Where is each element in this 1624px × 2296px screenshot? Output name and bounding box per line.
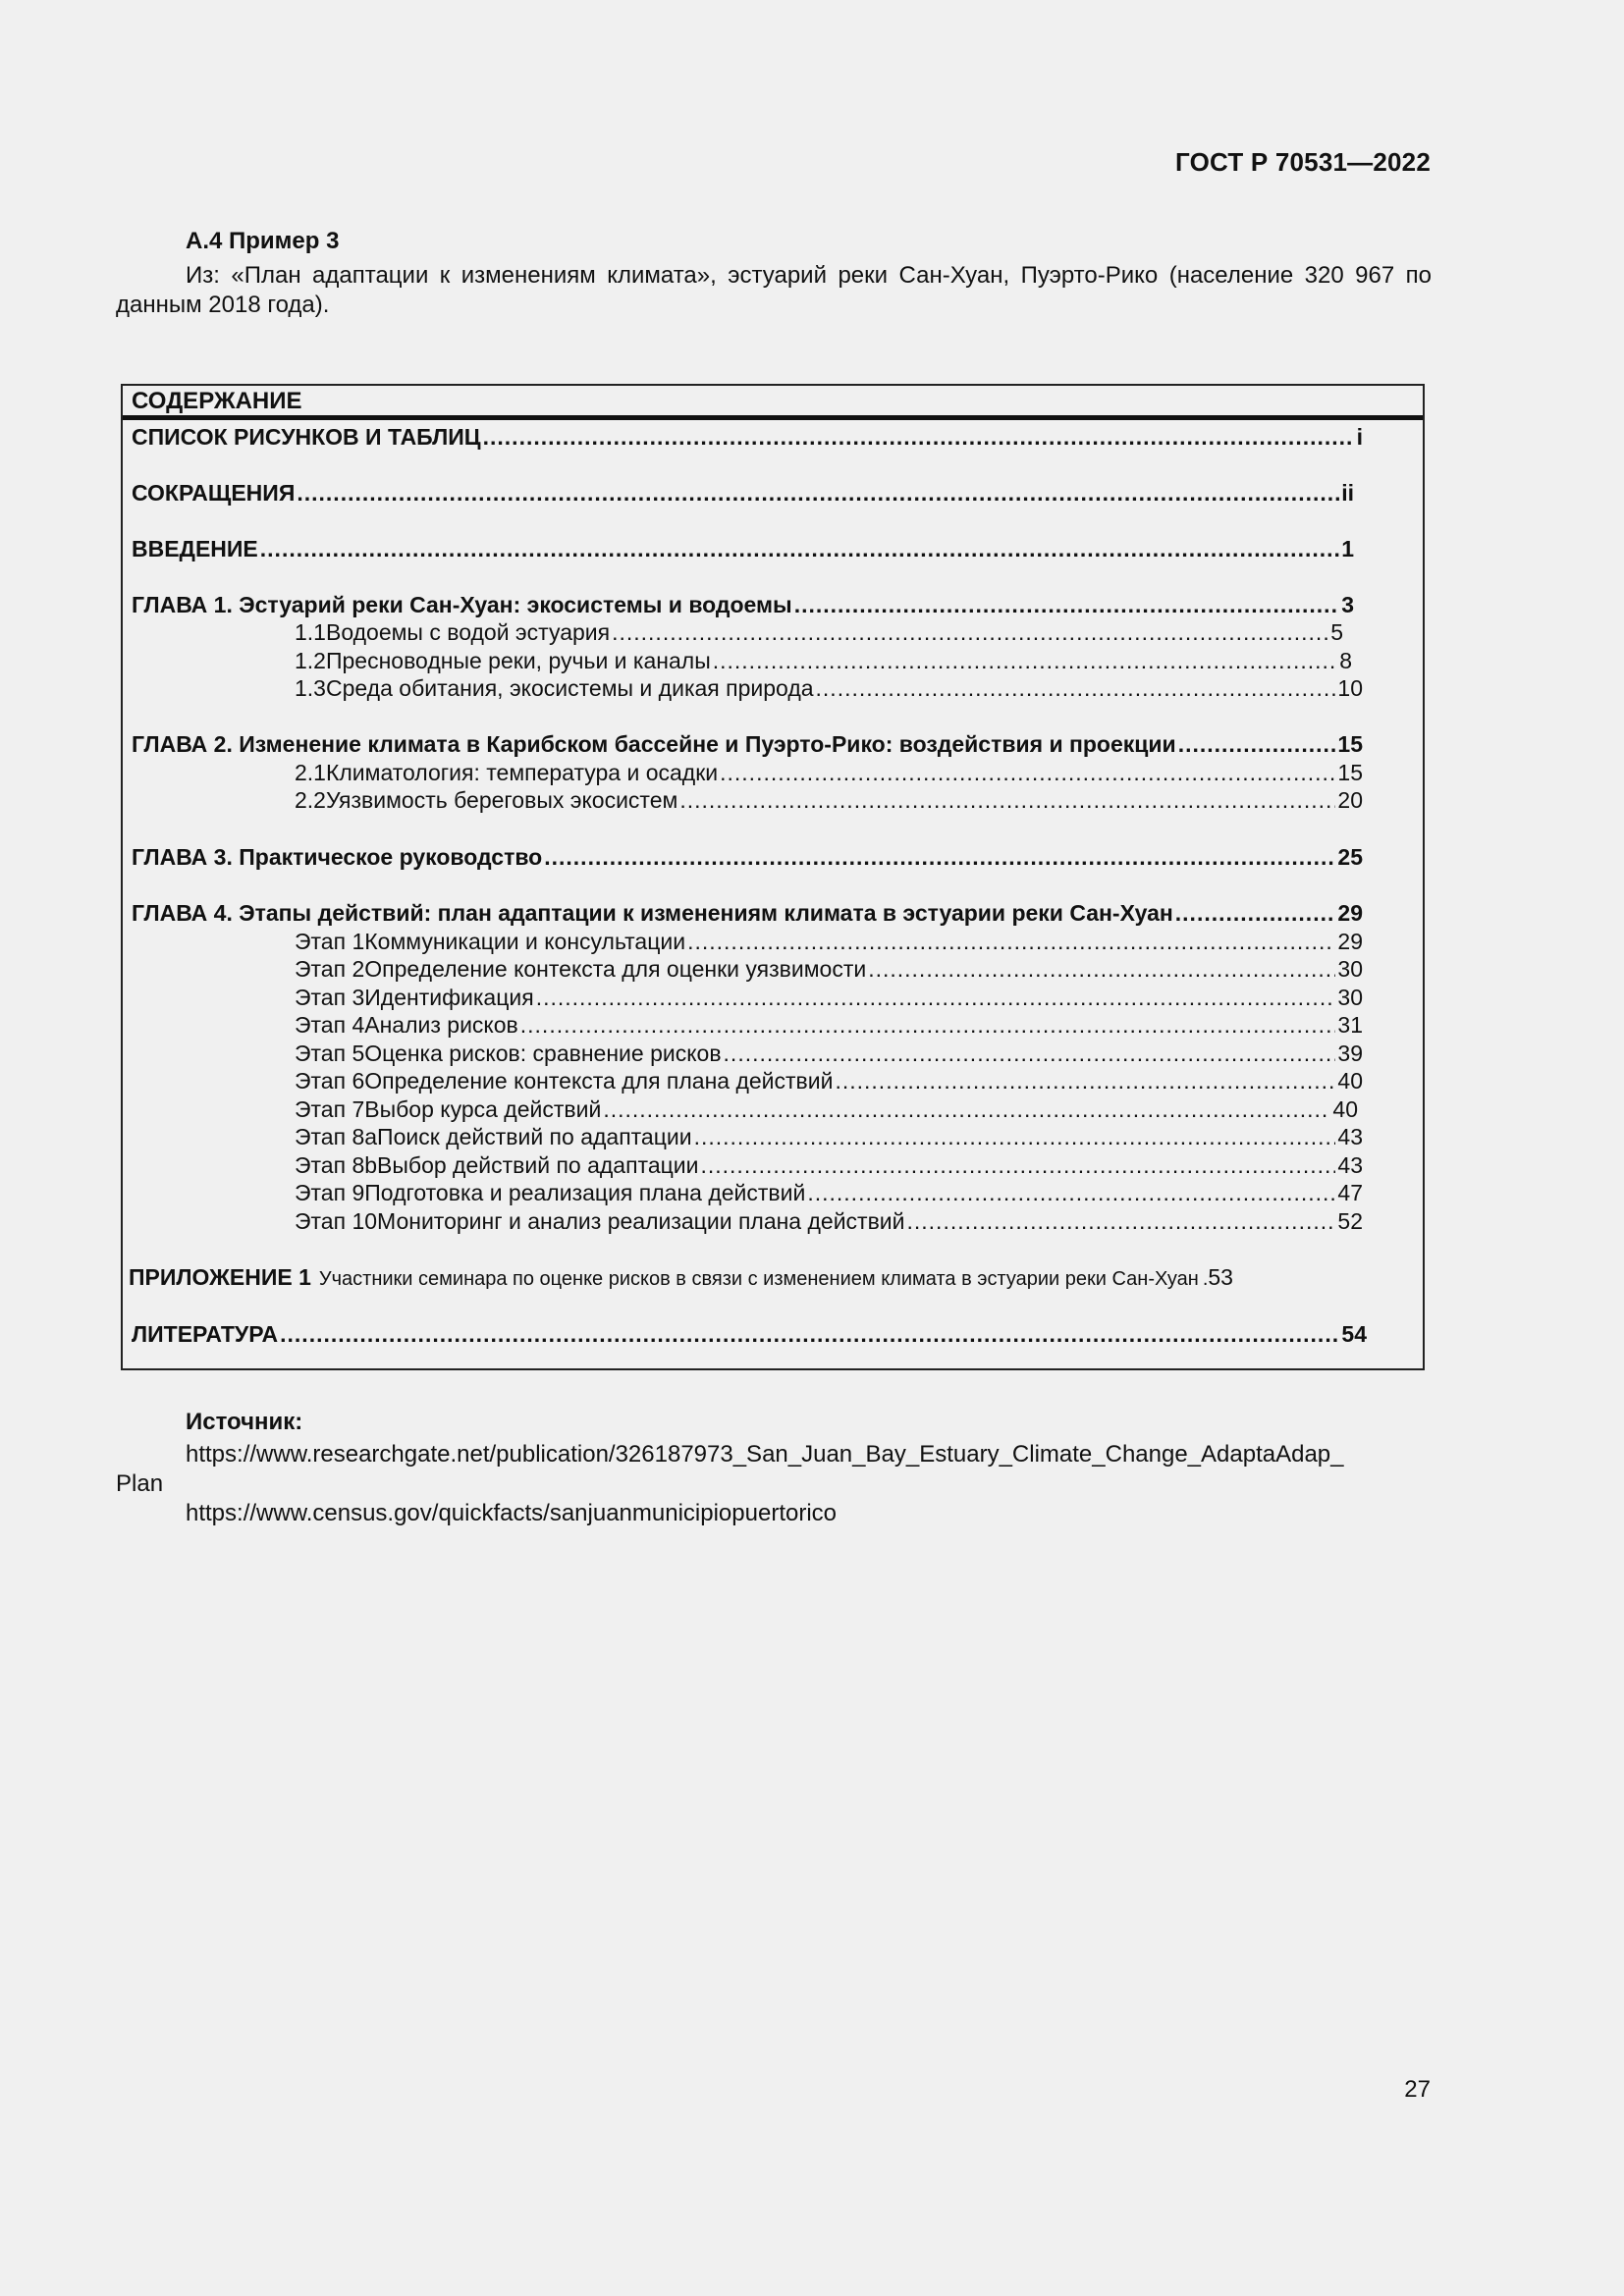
toc-entry-text: Мониторинг и анализ реализации плана действий	[377, 1208, 905, 1234]
toc-entry-chapter-1	[132, 591, 1354, 618]
toc-page-number: 40	[1337, 1068, 1363, 1094]
toc-subentry	[295, 1151, 1363, 1179]
toc-subentry	[295, 928, 1363, 955]
toc-page-number: ii	[1341, 480, 1354, 506]
toc-subentry-number: 2.2	[295, 787, 326, 813]
toc-subentry	[295, 1179, 1363, 1206]
toc-page-number: 52	[1337, 1208, 1363, 1234]
toc-subentry	[295, 1095, 1358, 1123]
toc-leader	[713, 647, 1337, 674]
toc-entry-text: Поиск действий по адаптации	[377, 1124, 692, 1149]
toc-page-number: 10	[1337, 675, 1363, 701]
toc-leader	[724, 1040, 1336, 1067]
toc-page-number: 40	[1332, 1096, 1358, 1122]
toc-entry-text: Климатология: температура и осадки	[325, 760, 719, 785]
toc-entry-text: Идентификация	[364, 985, 534, 1010]
source-label: Источник:	[186, 1409, 303, 1435]
toc-leader	[1175, 899, 1336, 927]
toc-entry-text: ГЛАВА 1. Эстуарий реки Сан-Хуан: экосистемы и водоемы	[132, 592, 792, 617]
toc-subentry	[295, 647, 1352, 674]
toc-leader	[280, 1320, 1339, 1348]
document-code: ГОСТ Р 70531—2022	[1175, 147, 1431, 177]
toc-heading: СОДЕРЖАНИЕ	[132, 388, 302, 414]
toc-subentry-number: Этап 3	[295, 985, 365, 1010]
toc-leader	[835, 1067, 1335, 1095]
toc-entry-appendix-1	[129, 1263, 1366, 1291]
toc-entry-text: Водоемы с водой эстуария	[325, 619, 611, 645]
toc-leader: .	[1202, 1268, 1209, 1290]
toc-subentry	[295, 618, 1343, 646]
toc-entry-figures	[132, 423, 1363, 451]
toc-page-number: 15	[1337, 731, 1363, 757]
toc-entry-abbreviations	[132, 479, 1354, 507]
toc-page-number: 39	[1337, 1041, 1363, 1066]
toc-entry-literature	[132, 1320, 1367, 1348]
toc-entry-text: СПИСОК РИСУНКОВ И ТАБЛИЦ	[132, 424, 481, 450]
toc-subentry-number: Этап 5	[295, 1041, 365, 1066]
toc-subentry-number: Этап 6	[295, 1068, 365, 1094]
toc-entry-text: Определение контекста для плана действий	[364, 1068, 834, 1094]
toc-subentry-number: Этап 8b	[295, 1152, 378, 1178]
toc-leader	[544, 843, 1335, 871]
toc-subentry-number: Этап 9	[295, 1180, 365, 1205]
toc-page-number: 30	[1337, 985, 1363, 1010]
toc-leader	[1178, 730, 1336, 758]
toc-leader	[679, 786, 1335, 814]
toc-page-number: 47	[1337, 1180, 1363, 1205]
toc-leader	[907, 1207, 1336, 1235]
toc-subentry-number: Этап 10	[295, 1208, 378, 1234]
toc-subentry-number: Этап 2	[295, 956, 365, 982]
page-number: 27	[1404, 2076, 1431, 2103]
toc-subentry-number: 2.1	[295, 760, 326, 785]
toc-entry-chapter-4	[132, 899, 1363, 927]
toc-subentry-number: Этап 8a	[295, 1124, 378, 1149]
toc-entry-text: ГЛАВА 3. Практическое руководство	[132, 844, 543, 870]
toc-leader	[794, 591, 1340, 618]
toc-entry-text: Выбор действий по адаптации	[377, 1152, 699, 1178]
toc-subentry	[295, 984, 1363, 1011]
toc-leader	[694, 1123, 1336, 1150]
toc-page-number: 29	[1337, 900, 1363, 926]
toc-page-number: 31	[1337, 1012, 1363, 1038]
toc-leader	[536, 984, 1336, 1011]
toc-subentry-number: Этап 7	[295, 1096, 365, 1122]
toc-leader	[612, 618, 1328, 646]
intro-paragraph	[116, 261, 1432, 320]
toc-entry-chapter-2	[132, 730, 1363, 758]
toc-entry-text: ГЛАВА 4. Этапы действий: план адаптации к изменениям климата в эстуарии реки Сан-Хуан	[132, 900, 1173, 926]
toc-entry-introduction	[132, 535, 1354, 562]
toc-entry-text: Выбор курса действий	[364, 1096, 602, 1122]
toc-leader	[603, 1095, 1330, 1123]
toc-entry-text: Коммуникации и консультации	[364, 929, 686, 954]
toc-entry-text: Оценка рисков: сравнение рисков	[364, 1041, 722, 1066]
toc-leader	[260, 535, 1339, 562]
toc-subentry-number: 1.2	[295, 648, 326, 673]
toc-entry-text: ВВЕДЕНИЕ	[132, 536, 258, 561]
toc-leader	[483, 423, 1355, 451]
toc-subentry	[295, 1040, 1363, 1067]
toc-leader	[297, 479, 1339, 507]
toc-leader	[807, 1179, 1335, 1206]
toc-page-number: 54	[1341, 1321, 1367, 1347]
toc-subentry	[295, 1123, 1363, 1150]
toc-subentry	[295, 759, 1363, 786]
toc-subentry	[295, 1011, 1363, 1039]
source-link-researchgate-continued[interactable]: Plan	[116, 1470, 164, 1497]
toc-page-number: 43	[1337, 1152, 1363, 1178]
toc-subentry-number: Этап 4	[295, 1012, 365, 1038]
toc-entry-chapter-3	[132, 843, 1363, 871]
toc-entry-text: Среда обитания, экосистемы и дикая природа	[325, 675, 814, 701]
table-of-contents	[121, 384, 1425, 1370]
toc-entry-text: Участники семинара по оценке рисков в связи с изменением климата в эстуарии реки Сан-Хуан	[318, 1268, 1199, 1290]
toc-entry-text: Анализ рисков	[364, 1012, 518, 1038]
toc-subentry	[295, 1067, 1363, 1095]
section-title: А.4 Пример 3	[186, 228, 340, 254]
toc-leader	[720, 759, 1335, 786]
toc-page-number: 8	[1339, 648, 1352, 673]
toc-subentry	[295, 786, 1363, 814]
toc-page-number: 43	[1337, 1124, 1363, 1149]
toc-page-number: 5	[1330, 619, 1343, 645]
toc-leader	[868, 955, 1335, 983]
toc-page-number: i	[1356, 424, 1363, 450]
toc-page-number: 25	[1337, 844, 1363, 870]
toc-page-number: 53	[1208, 1264, 1233, 1290]
toc-page-number: 20	[1337, 787, 1363, 813]
toc-entry-text: Подготовка и реализация плана действий	[364, 1180, 806, 1205]
toc-subentry	[295, 674, 1363, 702]
toc-leader	[700, 1151, 1335, 1179]
toc-appendix-label: ПРИЛОЖЕНИЕ 1	[129, 1264, 311, 1290]
toc-entry-text: СОКРАЩЕНИЯ	[132, 480, 296, 506]
toc-divider	[123, 415, 1423, 420]
toc-page-number: 29	[1337, 929, 1363, 954]
toc-entry-text: ГЛАВА 2. Изменение климата в Карибском бассейне и Пуэрто-Рико: воздействия и проекции	[132, 731, 1176, 757]
toc-page-number: 15	[1337, 760, 1363, 785]
toc-entry-text: ЛИТЕРАТУРА	[132, 1321, 279, 1347]
intro-text: Из: «План адаптации к изменениям климата», эстуарий реки Сан-Хуан, Пуэрто-Рико (население 320 967 по данным 2018 года).	[116, 262, 1432, 318]
toc-leader	[520, 1011, 1336, 1039]
toc-page-number: 3	[1341, 592, 1354, 617]
toc-leader	[816, 674, 1336, 702]
source-link-census[interactable]: https://www.census.gov/quickfacts/sanjuanmunicipiopuertorico	[186, 1500, 837, 1526]
toc-entry-text: Пресноводные реки, ручьи и каналы	[325, 648, 711, 673]
toc-page-number: 1	[1341, 536, 1354, 561]
toc-entry-text: Уязвимость береговых экосистем	[325, 787, 678, 813]
source-link-researchgate[interactable]: https://www.researchgate.net/publication/326187973_San_Juan_Bay_Estuary_Climate_Change_AdaptaAdap_	[186, 1441, 1344, 1468]
toc-entry-text: Определение контекста для оценки уязвимости	[364, 956, 867, 982]
toc-subentry	[295, 955, 1363, 983]
toc-subentry-number: Этап 1	[295, 929, 365, 954]
toc-subentry	[295, 1207, 1363, 1235]
toc-leader	[687, 928, 1335, 955]
toc-page-number: 30	[1337, 956, 1363, 982]
toc-subentry-number: 1.3	[295, 675, 326, 701]
toc-subentry-number: 1.1	[295, 619, 326, 645]
